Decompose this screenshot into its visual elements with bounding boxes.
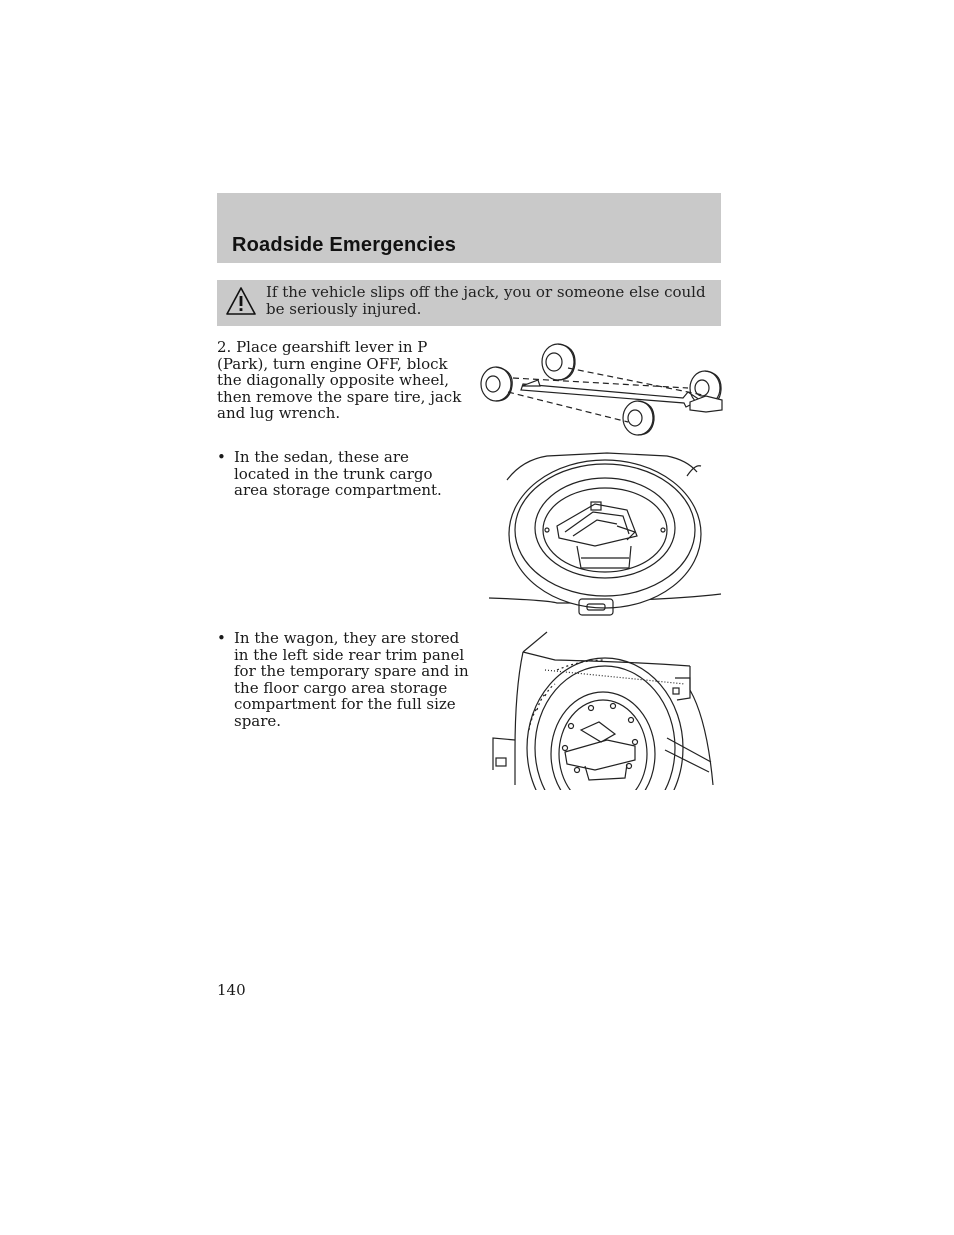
warning-text: If the vehicle slips off the jack, you or someone else could be seriously injured. bbox=[266, 283, 706, 318]
warning-triangle-icon bbox=[225, 286, 257, 316]
section-title: Roadside Emergencies bbox=[232, 234, 457, 256]
warning-box bbox=[217, 280, 721, 326]
bullet-text: In the wagon, they are stored in the left side rear trim panel for the temporary spare and in the floor cargo area storage compartment for the full size spare. bbox=[234, 629, 469, 730]
section-header-band bbox=[217, 193, 721, 263]
page-number: 140 bbox=[217, 981, 246, 999]
list-item bbox=[217, 449, 469, 509]
wagon-spare-tire-illustration bbox=[485, 630, 720, 790]
bullet-marker: • bbox=[217, 629, 226, 647]
wheel-blocking-diagram bbox=[478, 340, 724, 440]
bullet-marker: • bbox=[217, 448, 226, 466]
step-2-text: 2. Place gearshift lever in P (Park), turn engine OFF, block the diagonally opposite wheel, then remove the spare tire, jack and lug wrench. bbox=[217, 338, 462, 422]
sedan-spare-tire-illustration bbox=[487, 450, 723, 620]
list-item bbox=[217, 630, 469, 730]
bullet-text: In the sedan, these are located in the trunk cargo area storage compartment. bbox=[234, 448, 442, 499]
